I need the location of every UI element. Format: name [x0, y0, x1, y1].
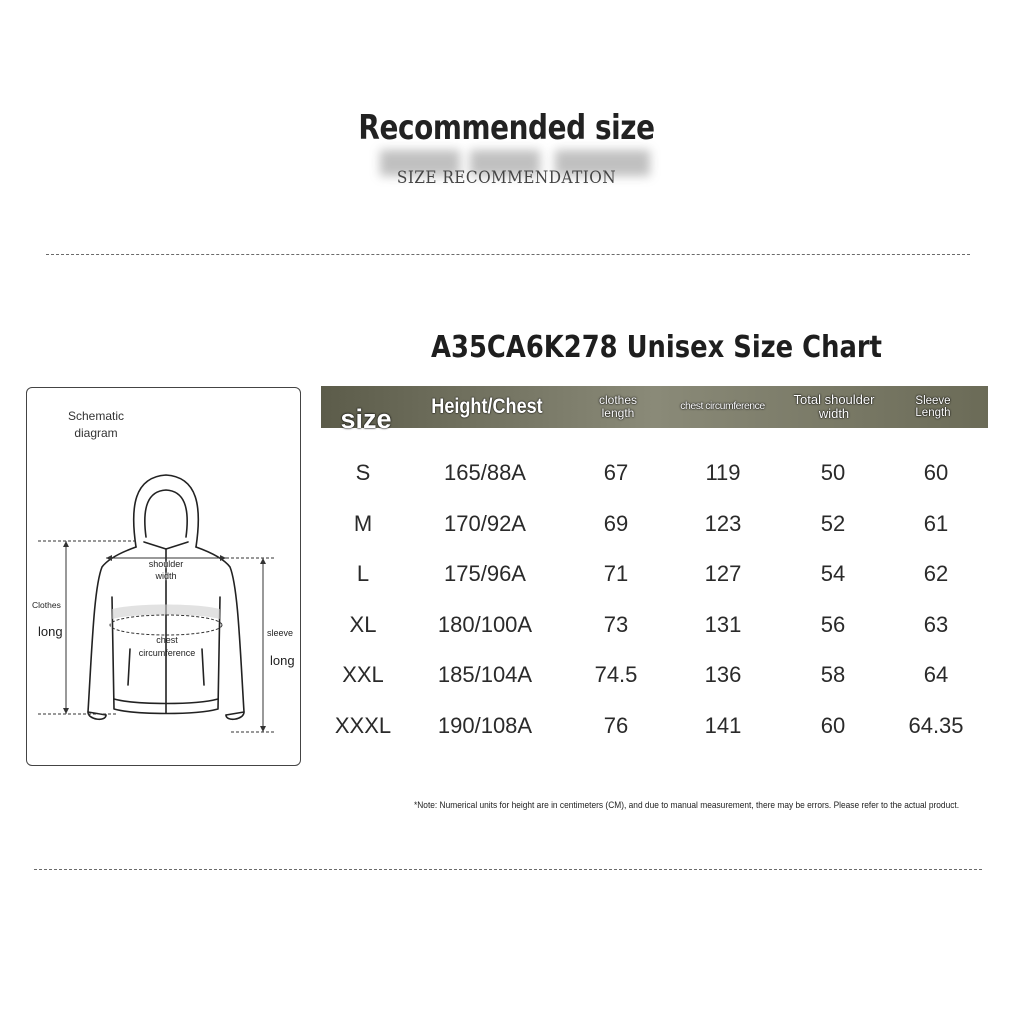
table-cell-chest-circumference: 136: [704, 662, 742, 688]
table-cell-total-shoulder-width: 58: [820, 662, 846, 688]
shoulder-label: shoulder width: [148, 559, 184, 581]
table-cell-sleeve-length: 63: [923, 611, 949, 637]
table-cell-clothes-length: 69: [603, 510, 629, 536]
table-cell-total-shoulder-width: 52: [820, 510, 846, 536]
table-cell-total-shoulder-width: 56: [820, 611, 846, 637]
column-header-clothes-length: clothes length: [598, 393, 638, 420]
table-cell-height-chest: 180/100A: [437, 611, 533, 637]
table-cell-size: M: [353, 510, 373, 536]
table-cell-chest-circumference: 119: [705, 460, 741, 485]
table-cell-height-chest: 175/96A: [444, 561, 526, 587]
table-cell-height-chest: 185/104A: [437, 662, 533, 688]
column-header-total-shoulder-width: Total shoulder width: [793, 392, 875, 421]
page-title: Recommended size: [358, 108, 655, 148]
table-cell-total-shoulder-width: 54: [820, 561, 846, 587]
clothes-label: Clothes: [32, 600, 61, 610]
column-header-height-chest: Height/Chest: [431, 394, 543, 418]
column-header-sleeve-length: Sleeve Length: [915, 394, 951, 419]
table-cell-sleeve-length: 64.35: [908, 713, 964, 738]
page-subtitle: SIZE RECOMMENDATION: [396, 168, 617, 188]
divider-bottom: [34, 869, 982, 870]
table-cell-size: L: [356, 561, 370, 587]
table-cell-sleeve-length: 62: [923, 561, 949, 587]
table-cell-total-shoulder-width: 50: [820, 460, 846, 485]
table-header-bar: [321, 386, 988, 428]
table-cell-height-chest: 165/88A: [444, 460, 526, 485]
size-chart-title: A35CA6K278 Unisex Size Chart: [431, 330, 882, 365]
table-cell-sleeve-length: 61: [923, 510, 949, 536]
table-cell-size: XXL: [342, 662, 384, 688]
table-cell-clothes-length: 74.5: [594, 662, 638, 688]
table-cell-chest-circumference: 141: [704, 713, 742, 738]
table-cell-size: S: [355, 460, 371, 485]
table-cell-clothes-length: 67: [603, 460, 629, 485]
table-cell-chest-circumference: 127: [704, 561, 742, 587]
measurement-note: *Note: Numerical units for height are in centimeters (CM), and due to manual measurement, there may be errors. Please refer to the actual product.: [414, 800, 960, 811]
table-cell-chest-circumference: 131: [704, 611, 742, 637]
column-header-size: size: [340, 403, 392, 434]
sleeve-long-label: long: [270, 653, 295, 668]
table-cell-clothes-length: 73: [603, 611, 629, 637]
table-cell-size: XXXL: [334, 713, 392, 738]
table-cell-chest-circumference: 123: [704, 510, 742, 536]
table-cell-height-chest: 170/92A: [444, 510, 526, 536]
column-header-chest-circumference: chest circumference: [680, 400, 765, 413]
table-cell-total-shoulder-width: 60: [820, 713, 846, 738]
schematic-title: Schematic diagram: [67, 409, 125, 440]
table-cell-clothes-length: 76: [603, 713, 629, 738]
table-cell-size: XL: [349, 611, 377, 637]
chest-label: chest circumference: [138, 635, 196, 658]
table-cell-height-chest: 190/108A: [437, 713, 533, 738]
table-cell-sleeve-length: 64: [923, 662, 949, 688]
table-cell-clothes-length: 71: [603, 561, 629, 587]
table-cell-sleeve-length: 60: [923, 460, 949, 485]
divider-top: [46, 254, 970, 255]
clothes-long-label: long: [38, 624, 63, 639]
sleeve-label: sleeve: [267, 628, 294, 638]
